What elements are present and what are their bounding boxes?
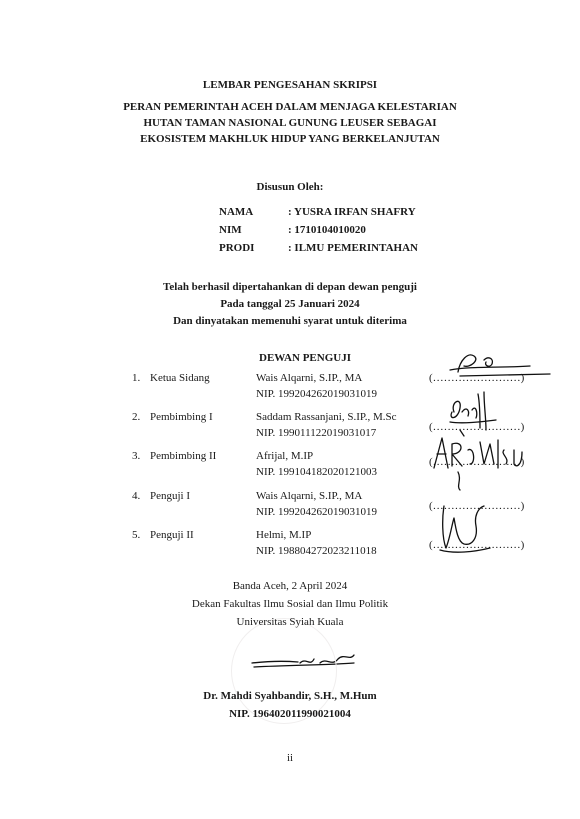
member-number: 5. — [132, 529, 141, 541]
dean-name: Dr. Mahdi Syahbandir, S.H., M.Hum — [203, 690, 377, 702]
dean-nip: NIP. 196402011990021004 — [229, 708, 351, 720]
field-value-nama: : YUSRA IRFAN SHAFRY — [288, 206, 416, 218]
thesis-title-line-3: EKOSISTEM MAKHLUK HIDUP YANG BERKELANJUTAN — [140, 133, 440, 145]
member-nip: NIP. 199204262019031019 — [256, 506, 378, 518]
place-date: Banda Aceh, 2 April 2024 — [232, 580, 348, 592]
field-value-prodi: : ILMU PEMERINTAHAN — [288, 242, 418, 254]
thesis-title-line-1: PERAN PEMERINTAH ACEH DALAM MENJAGA KELESTARIAN — [123, 101, 457, 113]
signature-1-image — [440, 346, 560, 386]
member-role: Penguji I — [150, 490, 191, 502]
member-nip: NIP. 199011122019031017 — [256, 427, 377, 439]
member-nip: NIP. 198804272023211018 — [256, 545, 377, 557]
institution-name: Universitas Syiah Kuala — [236, 616, 344, 628]
member-role: Ketua Sidang — [150, 372, 210, 384]
member-role: Penguji II — [150, 529, 194, 541]
author-label: Disusun Oleh: — [256, 181, 324, 193]
signature-line: (……………………) — [429, 500, 525, 512]
member-nip: NIP. 199104182020121003 — [256, 466, 378, 478]
member-name: Afrijal, M.IP — [256, 450, 314, 462]
member-number: 4. — [132, 490, 141, 502]
statement-line-2: Pada tanggal 25 Januari 2024 — [220, 298, 360, 310]
member-role: Pembimbing I — [150, 411, 213, 423]
signature-3-image — [430, 424, 530, 494]
member-number: 2. — [132, 411, 141, 423]
signature-line: (……………………) — [429, 456, 525, 468]
member-number: 3. — [132, 450, 141, 462]
field-key-nim: NIM — [219, 224, 242, 236]
member-name: Wais Alqarni, S.IP., MA — [256, 490, 363, 502]
signature-4-image — [434, 498, 494, 558]
dean-position: Dekan Fakultas Ilmu Sosial dan Ilmu Politik — [191, 598, 389, 610]
member-nip: NIP. 199204262019031019 — [256, 388, 378, 400]
signature-line: (……………………) — [429, 372, 525, 384]
field-key-nama: NAMA — [219, 206, 254, 218]
signature-line: (……………………) — [429, 539, 525, 551]
page-number: ii — [286, 752, 294, 764]
member-name: Helmi, M.IP — [256, 529, 312, 541]
statement-line-1: Telah berhasil dipertahankan di depan dewan penguji — [163, 281, 417, 293]
member-role: Pembimbing II — [150, 450, 217, 462]
member-name: Wais Alqarni, S.IP., MA — [256, 372, 363, 384]
member-name: Saddam Rassanjani, S.IP., M.Sc — [256, 411, 397, 423]
thesis-title-line-2: HUTAN TAMAN NASIONAL GUNUNG LEUSER SEBAGAI — [143, 117, 437, 129]
member-number: 1. — [132, 372, 141, 384]
document-heading: LEMBAR PENGESAHAN SKRIPSI — [202, 79, 378, 91]
committee-heading: DEWAN PENGUJI — [259, 352, 351, 364]
field-key-prodi: PRODI — [219, 242, 255, 254]
field-value-nim: : 1710104010020 — [288, 224, 366, 236]
signature-line: (……………………) — [429, 421, 525, 433]
statement-line-3: Dan dinyatakan memenuhi syarat untuk diterima — [173, 315, 407, 327]
